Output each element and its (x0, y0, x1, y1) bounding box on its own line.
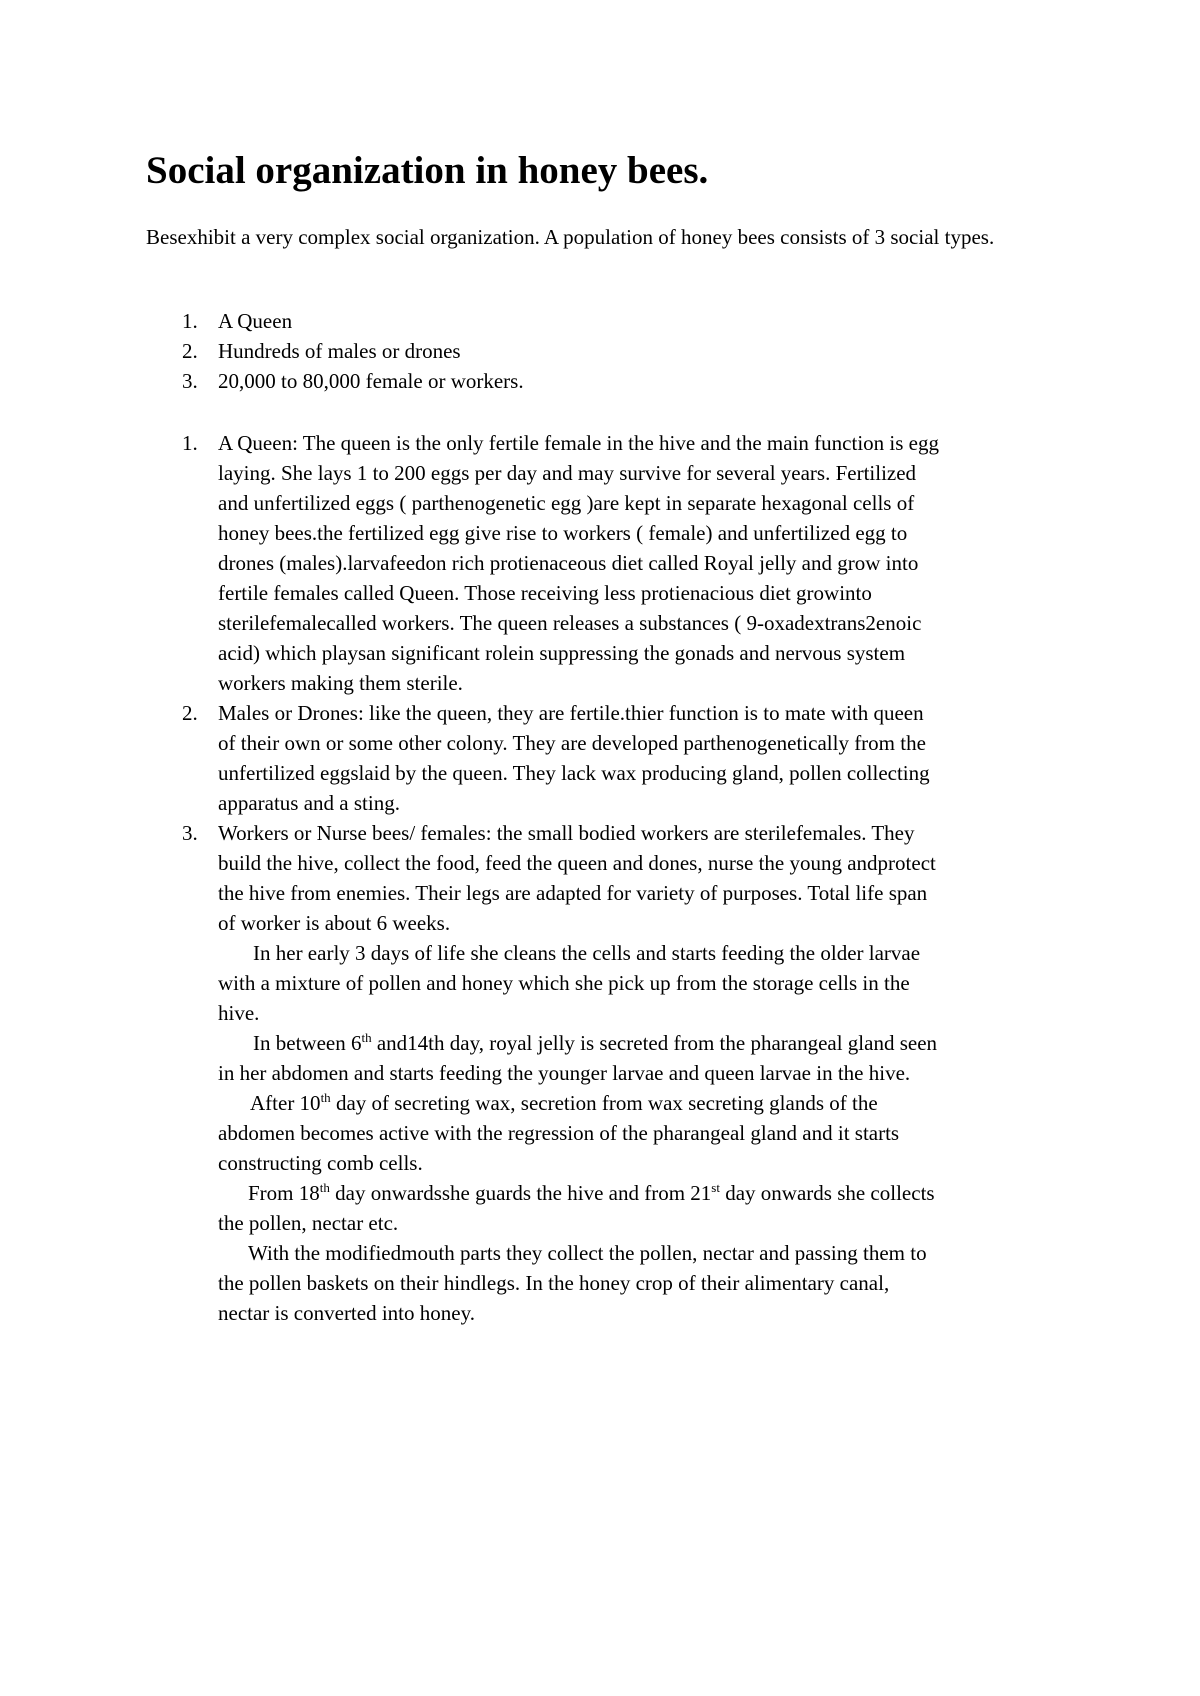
list-number: 1. (182, 309, 198, 333)
early-days-line: In her early 3 days of life she cleans the cells and starts feeding the older larvae (253, 941, 921, 965)
list-item: A Queen (218, 309, 293, 333)
queen-line: sterilefemalecalled workers. The queen releases a substances ( 9-oxadextrans2enoic (218, 611, 922, 635)
queen-line: acid) which playsan significant rolein suppressing the gonads and nervous system (218, 641, 906, 665)
queen-line: workers making them sterile. (218, 671, 463, 695)
queen-line: fertile females called Queen. Those receiving less protienacious diet growinto (218, 581, 872, 605)
drones-line: apparatus and a sting. (218, 791, 400, 815)
from-days-line (248, 1178, 935, 1208)
queen-line: honey bees.the fertilized egg give rise to workers ( female) and unfertilized egg to (218, 521, 908, 545)
ordinal-suffix: th (320, 1090, 331, 1105)
ordinal-suffix: st (711, 1180, 720, 1195)
from-text: day onwardsshe guards the hive and from 21 (329, 1181, 712, 1205)
list-item: Hundreds of males or drones (218, 339, 461, 363)
after-text: After 10 (250, 1091, 321, 1115)
section-number: 2. (182, 701, 198, 725)
list-item: 20,000 to 80,000 female or workers. (218, 369, 524, 393)
workers-line: Workers or Nurse bees/ females: the small bodied workers are sterilefemales. They (218, 821, 915, 845)
between-text: In between 6 (253, 1031, 362, 1055)
from-days-line: the pollen, nectar etc. (218, 1211, 399, 1235)
early-days-line: hive. (218, 1001, 260, 1025)
queen-line: and unfertilized eggs ( parthenogenetic egg )are kept in separate hexagonal cells of (218, 491, 915, 515)
queen-line: laying. She lays 1 to 200 eggs per day and may survive for several years. Fertilized (218, 461, 917, 485)
workers-line: of worker is about 6 weeks. (218, 911, 451, 935)
section-number: 3. (182, 821, 198, 845)
mouthparts-line: With the modifiedmouth parts they collect the pollen, nectar and passing them to (248, 1241, 927, 1265)
workers-line: the hive from enemies. Their legs are adapted for variety of purposes. Total life span (218, 881, 928, 905)
ordinal-suffix: th (361, 1030, 372, 1045)
mouthparts-line: the pollen baskets on their hindlegs. In the honey crop of their alimentary canal, (218, 1271, 890, 1295)
list-number: 2. (182, 339, 198, 363)
between-days-line: in her abdomen and starts feeding the younger larvae and queen larvae in the hive. (218, 1061, 911, 1085)
after-days-line: abdomen becomes active with the regression of the pharangeal gland and it starts (218, 1121, 900, 1145)
intro-paragraph: Besexhibit a very complex social organization. A population of honey bees consists of 3 social types. (146, 225, 995, 249)
after-days-line (250, 1088, 878, 1118)
between-days-line (253, 1028, 937, 1058)
from-text: day onwards she collects (719, 1181, 935, 1205)
list-number: 3. (182, 369, 198, 393)
from-text: From 18 (248, 1181, 320, 1205)
section-number: 1. (182, 431, 198, 455)
after-days-line: constructing comb cells. (218, 1151, 423, 1175)
drones-line: of their own or some other colony. They are developed parthenogenetically from the (218, 731, 926, 755)
drones-line: Males or Drones: like the queen, they are fertile.thier function is to mate with queen (218, 701, 924, 725)
between-text: and14th day, royal jelly is secreted from the pharangeal gland seen (371, 1031, 938, 1055)
after-text: day of secreting wax, secretion from wax secreting glands of the (330, 1091, 878, 1115)
ordinal-suffix: th (319, 1180, 330, 1195)
queen-line: drones (males).larvafeedon rich protienaceous diet called Royal jelly and grow into (218, 551, 919, 575)
mouthparts-line: nectar is converted into honey. (218, 1301, 475, 1325)
queen-line: A Queen: The queen is the only fertile female in the hive and the main function is egg (218, 431, 939, 455)
drones-line: unfertilized eggslaid by the queen. They lack wax producing gland, pollen collecting (218, 761, 930, 785)
workers-line: build the hive, collect the food, feed the queen and dones, nurse the young andprotect (218, 851, 936, 875)
page-title: Social organization in honey bees. (146, 149, 709, 192)
early-days-line: with a mixture of pollen and honey which she pick up from the storage cells in the (218, 971, 910, 995)
